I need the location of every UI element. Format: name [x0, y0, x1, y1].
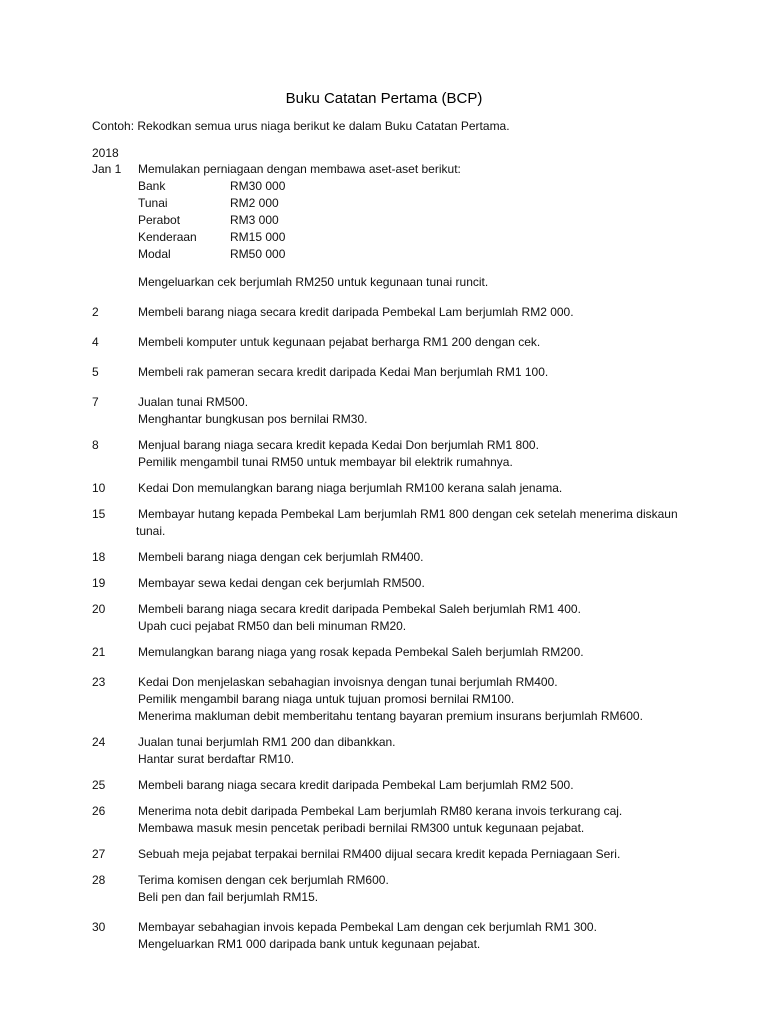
asset-row	[138, 229, 692, 246]
entry-date: 27	[92, 847, 106, 861]
asset-list	[138, 178, 692, 263]
entry-1	[92, 304, 692, 321]
page-title: Buku Catatan Pertama (BCP)	[285, 90, 483, 107]
asset-name: Tunai	[138, 196, 168, 210]
entry-text	[138, 644, 692, 661]
entry-date: 30	[92, 920, 106, 934]
entry-line: Kedai Don memulangkan barang niaga berjumlah RM100 kerana salah jenama.	[138, 481, 563, 495]
entry-line: Membeli barang niaga secara kredit daripada Pembekal Lam berjumlah RM2 000.	[138, 305, 574, 319]
entry-line: Hantar surat berdaftar RM10.	[138, 752, 295, 766]
entry-line: Membeli rak pameran secara kredit daripada Kedai Man berjumlah RM1 100.	[138, 365, 549, 379]
entry-line: Upah cuci pejabat RM50 dan beli minuman RM20.	[138, 619, 407, 633]
entry-text	[138, 575, 692, 592]
entry-line: Terima komisen dengan cek berjumlah RM600.	[138, 873, 389, 887]
entry-date: 15	[92, 507, 106, 521]
entry-12	[92, 674, 692, 725]
entry-text	[138, 549, 692, 566]
entry-18	[92, 919, 692, 953]
entry-line: Kedai Don menjelaskan sebahagian invoisnya dengan tunai berjumlah RM400.	[138, 675, 558, 689]
entry-7	[92, 506, 692, 540]
entry-text	[138, 777, 692, 794]
entry-text	[138, 846, 692, 863]
entry-14	[92, 777, 692, 794]
entry-date: 26	[92, 804, 106, 818]
intro-text: Contoh: Rekodkan semua urus niaga berikut ke dalam Buku Catatan Pertama.	[92, 119, 510, 133]
entry-text	[138, 304, 692, 321]
entry-line: Membeli barang niaga secara kredit daripada Pembekal Saleh berjumlah RM1 400.	[138, 602, 581, 616]
entry-text	[138, 394, 692, 428]
entry-line: Membayar sebahagian invois kepada Pembekal Lam dengan cek berjumlah RM1 300.	[138, 920, 597, 934]
entry-line: Beli pen dan fail berjumlah RM15.	[138, 890, 319, 904]
entry-date: 19	[92, 576, 106, 590]
entry-2	[92, 334, 692, 351]
entry-text	[138, 334, 692, 351]
entry-16	[92, 846, 692, 863]
entry-text	[138, 601, 692, 635]
asset-row	[138, 195, 692, 212]
entry-line: Membayar hutang kepada Pembekal Lam berjumlah RM1 800 dengan cek setelah menerima diskaun	[138, 507, 678, 521]
entry-line: Mengeluarkan cek berjumlah RM250 untuk kegunaan tunai runcit.	[138, 275, 489, 289]
entry-date: Jan 1	[92, 162, 122, 176]
entry-text	[138, 872, 692, 906]
entry-10	[92, 601, 692, 635]
entry-text	[138, 161, 692, 291]
entry-0	[92, 161, 692, 291]
entry-line: Sebuah meja pejabat terpakai bernilai RM400 dijual secara kredit kepada Perniagaan Seri.	[138, 847, 621, 861]
entry-date: 21	[92, 645, 106, 659]
entry-date: 10	[92, 481, 106, 495]
asset-value: RM2 000	[230, 196, 279, 210]
entry-line: Membeli barang niaga dengan cek berjumlah RM400.	[138, 550, 424, 564]
entry-date: 20	[92, 602, 106, 616]
asset-name: Modal	[138, 247, 171, 261]
asset-value: RM30 000	[230, 179, 286, 193]
entry-text	[138, 734, 692, 768]
entry-6	[92, 480, 692, 497]
entry-4	[92, 394, 692, 428]
entry-line: Jualan tunai RM500.	[138, 395, 249, 409]
asset-row	[138, 178, 692, 195]
entry-line: Mengeluarkan RM1 000 daripada bank untuk kegunaan pejabat.	[138, 937, 481, 951]
entry-line: Membeli komputer untuk kegunaan pejabat berharga RM1 200 dengan cek.	[138, 335, 541, 349]
entry-line: Pemilik mengambil barang niaga untuk tujuan promosi bernilai RM100.	[138, 692, 515, 706]
year-label: 2018	[92, 146, 119, 160]
entry-date: 8	[92, 438, 99, 452]
asset-name: Kenderaan	[138, 230, 197, 244]
entry-line: Membeli barang niaga secara kredit daripada Pembekal Lam berjumlah RM2 500.	[138, 778, 574, 792]
entry-text	[138, 803, 692, 837]
entry-line: Menerima makluman debit memberitahu tentang bayaran premium insurans berjumlah RM600.	[138, 709, 643, 723]
entry-date: 23	[92, 675, 106, 689]
entry-line: Memulangkan barang niaga yang rosak kepada Pembekal Saleh berjumlah RM200.	[138, 645, 584, 659]
asset-value: RM3 000	[230, 213, 279, 227]
entry-date: 28	[92, 873, 106, 887]
entry-text	[138, 480, 692, 497]
entry-line: Membawa masuk mesin pencetak peribadi bernilai RM300 untuk kegunaan pejabat.	[138, 821, 585, 835]
entry-date: 18	[92, 550, 106, 564]
entry-17	[92, 872, 692, 906]
entry-text	[138, 364, 692, 381]
entry-text	[138, 506, 692, 540]
entry-line: Menghantar bungkusan pos bernilai RM30.	[138, 412, 368, 426]
entry-9	[92, 575, 692, 592]
entry-5	[92, 437, 692, 471]
entry-text	[138, 919, 692, 953]
entry-date: 24	[92, 735, 106, 749]
entry-line: Jualan tunai berjumlah RM1 200 dan dibankkan.	[138, 735, 396, 749]
asset-name: Perabot	[138, 213, 181, 227]
entry-list	[92, 161, 692, 953]
entry-line: tunai.	[136, 524, 166, 538]
entry-date: 2	[92, 305, 99, 319]
entry-3	[92, 364, 692, 381]
asset-value: RM15 000	[230, 230, 286, 244]
entry-date: 7	[92, 395, 99, 409]
entry-line: Membayar sewa kedai dengan cek berjumlah RM500.	[138, 576, 425, 590]
entry-line: Pemilik mengambil tunai RM50 untuk membayar bil elektrik rumahnya.	[138, 455, 513, 469]
entry-13	[92, 734, 692, 768]
entry-text	[138, 674, 692, 725]
asset-row	[138, 212, 692, 229]
entry-date: 25	[92, 778, 106, 792]
asset-name: Bank	[138, 179, 166, 193]
asset-row	[138, 246, 692, 263]
entry-line: Menjual barang niaga secara kredit kepada Kedai Don berjumlah RM1 800.	[138, 438, 539, 452]
entry-11	[92, 644, 692, 661]
entry-8	[92, 549, 692, 566]
entry-line: Menerima nota debit daripada Pembekal Lam berjumlah RM80 kerana invois terkurang caj.	[138, 804, 623, 818]
entry-line: Memulakan perniagaan dengan membawa aset-aset berikut:	[138, 162, 461, 176]
entry-text	[138, 437, 692, 471]
entry-date: 4	[92, 335, 99, 349]
entry-date: 5	[92, 365, 99, 379]
asset-value: RM50 000	[230, 247, 286, 261]
entry-15	[92, 803, 692, 837]
